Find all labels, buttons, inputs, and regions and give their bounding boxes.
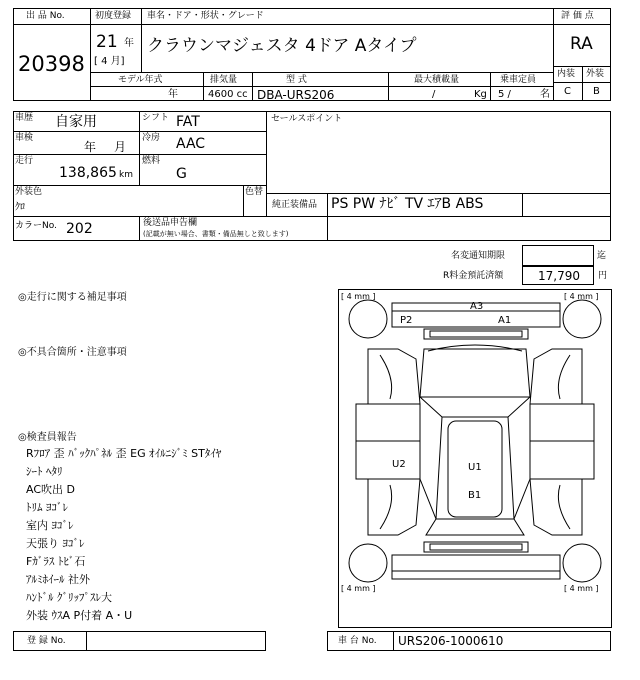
chassis-number-value: URS206-1000610 (398, 634, 504, 648)
defect-notes-label: ◎不具合箇所・注意事項 (18, 347, 127, 358)
usage-label: 車歴 (15, 113, 34, 123)
rating-label: 評 価 点 (561, 11, 594, 21)
registration-number-label: 登 録 No. (27, 636, 66, 646)
first-registration-year: 21 (96, 32, 118, 52)
recycle-fee-value: 17,790 (538, 269, 580, 283)
inspector-remark: 天張り ﾖｺﾞﾚ (26, 537, 85, 550)
ac-label: 冷房 (142, 133, 161, 143)
name-change-deadline-unit: 迄 (597, 251, 607, 261)
capacity-label: 乗車定員 (500, 75, 537, 85)
ext-color-box (13, 185, 267, 217)
capacity-unit: 名 (540, 89, 550, 100)
displacement-value: 4600 cc (208, 89, 248, 100)
max-load-value: / (432, 89, 436, 100)
model-year-label: モデル年式 (118, 75, 163, 85)
inspector-remark: ｼｰﾄ ﾍﾀﾘ (26, 465, 63, 478)
chassis-number-label: 車 台 No. (338, 636, 377, 646)
inspector-remark: ﾄﾘﾑ ﾖｺﾞﾚ (26, 501, 68, 514)
exterior-grade: B (593, 86, 600, 97)
lot-number-label: 出 品 No. (26, 11, 65, 21)
first-registration-year-unit: 年 (124, 38, 134, 49)
inspector-report-label: ◎検査員報告 (18, 432, 77, 443)
model-year-value: 年 (168, 89, 178, 100)
color-number-box (13, 216, 611, 241)
ext-color-label: 外装色 (15, 187, 43, 197)
damage-mark-a3: A3 (470, 301, 484, 312)
tire-front-left (349, 300, 387, 338)
rating-value: RA (570, 34, 593, 54)
inspector-remark: ｱﾙﾐﾎｲｰﾙ 社外 (26, 573, 90, 586)
name-change-deadline-box (522, 245, 594, 266)
equipment-label: 純正装備品 (272, 200, 318, 210)
recycle-fee-unit: 円 (598, 271, 608, 281)
model-name-label: 車名・ドア・形状・グレード (147, 11, 264, 21)
ac-value: AAC (176, 136, 206, 152)
mileage-value: 138,865 (59, 165, 117, 181)
first-registration-label: 初度登録 (95, 11, 132, 21)
color-change-label: 色替 (245, 187, 264, 197)
shift-value: FAT (176, 114, 200, 130)
tire-rear-right (563, 544, 601, 582)
displacement-label: 排気量 (210, 75, 238, 85)
driving-notes-label: ◎走行に関する補足事項 (18, 292, 127, 303)
recycle-fee-label: R料金預託済額 (443, 271, 504, 281)
inspector-remark: Rﾌﾛｱ 歪 ﾊﾞｯｸﾊﾟﾈﾙ 歪 EG ｵｲﾙﾆｼﾞﾐ STﾀｲﾔ (26, 447, 222, 460)
inspector-remark: AC吹出 D (26, 483, 75, 496)
inspector-remark: Fｶﾞﾗｽ ﾄﾋﾞ石 (26, 555, 86, 568)
inspector-remark: ﾊﾝﾄﾞﾙ ｸﾞﾘｯﾌﾟｽﾚ大 (26, 591, 112, 604)
tire-rear-left (349, 544, 387, 582)
tire-depth-rear-left: [ 4 mm ] (341, 584, 376, 593)
tire-depth-front-left: [ 4 mm ] (341, 292, 376, 301)
name-change-deadline-label: 名変通知期限 (451, 251, 506, 261)
tire-front-right (563, 300, 601, 338)
max-load-label: 最大積載量 (414, 75, 460, 85)
damage-mark-b1: B1 (468, 490, 482, 501)
type-label: 型 式 (286, 75, 307, 85)
aftermarket-note: (記載が無い場合、書類・備品無しと致します) (143, 230, 289, 238)
equipment-value: PS PW ﾅﾋﾞ TV ｴｱB ABS (331, 196, 484, 212)
detail-block (13, 111, 267, 186)
interior-grade: C (564, 86, 571, 97)
fuel-value: G (176, 166, 187, 182)
inspection-month: 月 (114, 140, 127, 154)
model-name: クラウンマジェスタ 4ドア Aタイプ (147, 36, 417, 56)
color-number-value: 202 (66, 221, 93, 237)
inspector-remark: 外装 ｳｽA P付着 A・U (26, 609, 133, 622)
inspection-label: 車検 (15, 133, 34, 143)
sales-point-label: セールスポイント (271, 114, 343, 124)
exterior-grade-label: 外装 (586, 69, 605, 79)
damage-mark-u2: U2 (392, 459, 406, 470)
interior-grade-label: 内装 (557, 69, 576, 79)
capacity-value: 5 / (498, 89, 511, 100)
mileage-unit: km (119, 170, 133, 180)
inspector-remark: 室内 ﾖｺﾞﾚ (26, 519, 74, 532)
first-registration-month: [ 4 月] (94, 56, 125, 67)
mileage-label: 走行 (15, 156, 34, 166)
tire-depth-rear-right: [ 4 mm ] (564, 584, 599, 593)
max-load-unit: Kg (474, 89, 487, 100)
usage-value: 自家用 (55, 114, 97, 130)
aftermarket-label: 後送品申告欄 (143, 218, 198, 228)
damage-mark-a1: A1 (498, 315, 512, 326)
damage-mark-p2: P2 (400, 315, 413, 326)
type-value: DBA-URS206 (257, 88, 335, 102)
inspection-year: 年 (84, 140, 97, 154)
tire-depth-front-right: [ 4 mm ] (564, 292, 599, 301)
ext-color-value: ｸﾛ (15, 202, 25, 213)
lot-number: 20398 (18, 52, 85, 76)
damage-mark-u1: U1 (468, 462, 482, 473)
car-damage-diagram (338, 289, 612, 628)
color-number-label: カラーNo. (15, 221, 57, 231)
shift-label: シフト (142, 113, 170, 123)
fuel-label: 燃料 (142, 156, 161, 166)
